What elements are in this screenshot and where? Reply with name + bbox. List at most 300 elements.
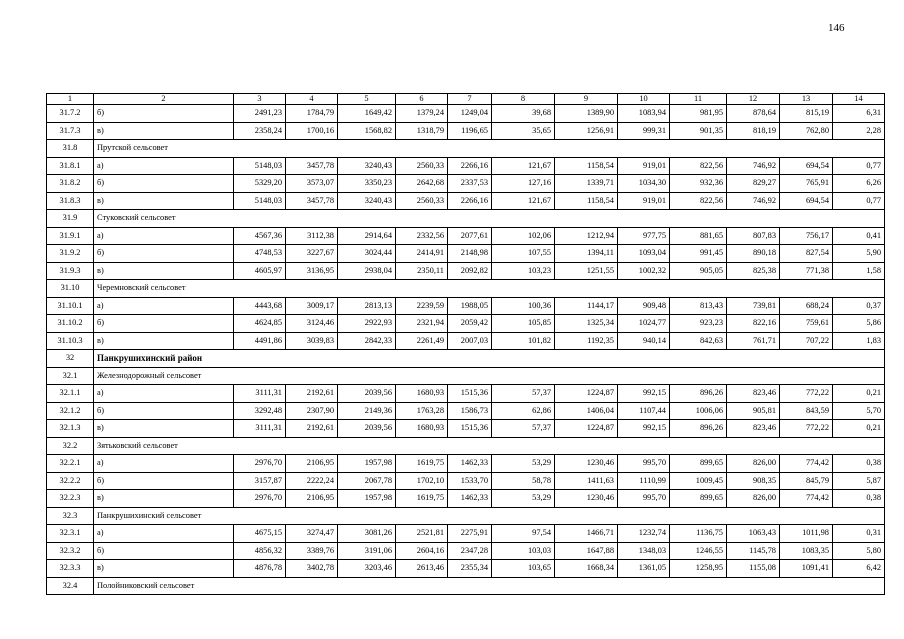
cell-value: 1145,78 <box>727 542 780 560</box>
row-code: 32.3.1 <box>47 525 94 543</box>
cell-value: 1246,55 <box>670 542 727 560</box>
cell-value: 2192,61 <box>286 420 338 438</box>
cell-value: 908,35 <box>727 472 780 490</box>
cell-value: 827,54 <box>780 245 833 263</box>
cell-value: 1988,05 <box>448 297 492 315</box>
cell-value: 1568,82 <box>338 122 396 140</box>
table-row <box>47 122 885 140</box>
cell-value: 1002,32 <box>618 262 670 280</box>
row-code: 32.2.1 <box>47 455 94 473</box>
cell-value: 1093,04 <box>618 245 670 263</box>
cell-value: 2106,95 <box>286 490 338 508</box>
table-row <box>47 157 885 175</box>
cell-value: 999,31 <box>618 122 670 140</box>
cell-value: 2059,42 <box>448 315 492 333</box>
row-code: 31.9 <box>47 210 94 228</box>
row-label: а) <box>94 297 234 315</box>
section-row <box>47 210 885 228</box>
section-row <box>47 140 885 158</box>
cell-value: 5,90 <box>833 245 885 263</box>
cell-value: 2149,36 <box>338 402 396 420</box>
cell-value: 1619,75 <box>396 455 448 473</box>
cell-value: 3227,67 <box>286 245 338 263</box>
cell-value: 899,65 <box>670 455 727 473</box>
cell-value: 3081,26 <box>338 525 396 543</box>
cell-value: 774,42 <box>780 455 833 473</box>
cell-value: 890,18 <box>727 245 780 263</box>
cell-value: 0,21 <box>833 420 885 438</box>
cell-value: 1083,35 <box>780 542 833 560</box>
cell-value: 2922,93 <box>338 315 396 333</box>
cell-value: 39,68 <box>492 105 555 123</box>
page-number: 146 <box>828 22 845 34</box>
row-code: 31.9.1 <box>47 227 94 245</box>
row-code: 31.8 <box>47 140 94 158</box>
row-label: в) <box>94 560 234 578</box>
cell-value: 127,16 <box>492 175 555 193</box>
row-label: б) <box>94 402 234 420</box>
cell-value: 759,61 <box>780 315 833 333</box>
cell-value: 826,00 <box>727 490 780 508</box>
cell-value: 1318,79 <box>396 122 448 140</box>
cell-value: 762,80 <box>780 122 833 140</box>
row-code: 32.2.3 <box>47 490 94 508</box>
cell-value: 694,54 <box>780 192 833 210</box>
section-title: Черемновский сельсовет <box>94 280 885 298</box>
cell-value: 0,21 <box>833 385 885 403</box>
row-code: 31.10 <box>47 280 94 298</box>
section-row <box>47 577 885 595</box>
row-label: а) <box>94 385 234 403</box>
cell-value: 0,37 <box>833 297 885 315</box>
cell-value: 4748,53 <box>234 245 286 263</box>
cell-value: 923,23 <box>670 315 727 333</box>
cell-value: 1,58 <box>833 262 885 280</box>
row-code: 31.10.1 <box>47 297 94 315</box>
row-code: 31.7.2 <box>47 105 94 123</box>
row-code: 31.8.3 <box>47 192 94 210</box>
cell-value: 2332,56 <box>396 227 448 245</box>
cell-value: 1957,98 <box>338 455 396 473</box>
cell-value: 2604,16 <box>396 542 448 560</box>
cell-value: 0,77 <box>833 192 885 210</box>
section-row <box>47 280 885 298</box>
table-row <box>47 175 885 193</box>
cell-value: 2347,28 <box>448 542 492 560</box>
cell-value: 5148,03 <box>234 157 286 175</box>
district-row <box>47 350 885 368</box>
row-label: в) <box>94 490 234 508</box>
cell-value: 896,26 <box>670 385 727 403</box>
column-header: 4 <box>286 94 338 105</box>
cell-value: 3240,43 <box>338 157 396 175</box>
cell-value: 881,65 <box>670 227 727 245</box>
cell-value: 1647,88 <box>555 542 618 560</box>
cell-value: 53,29 <box>492 455 555 473</box>
row-code: 31.10.2 <box>47 315 94 333</box>
column-header: 11 <box>670 94 727 105</box>
cell-value: 5329,20 <box>234 175 286 193</box>
row-code: 31.8.2 <box>47 175 94 193</box>
cell-value: 6,31 <box>833 105 885 123</box>
cell-value: 4675,15 <box>234 525 286 543</box>
cell-value: 901,35 <box>670 122 727 140</box>
cell-value: 103,23 <box>492 262 555 280</box>
cell-value: 1249,04 <box>448 105 492 123</box>
cell-value: 761,71 <box>727 332 780 350</box>
cell-value: 103,03 <box>492 542 555 560</box>
cell-value: 3112,38 <box>286 227 338 245</box>
cell-value: 1957,98 <box>338 490 396 508</box>
row-label: в) <box>94 122 234 140</box>
cell-value: 992,15 <box>618 420 670 438</box>
cell-value: 1256,91 <box>555 122 618 140</box>
district-title: Панкрушихинский район <box>94 350 885 368</box>
row-label: б) <box>94 175 234 193</box>
cell-value: 2414,91 <box>396 245 448 263</box>
cell-value: 919,01 <box>618 192 670 210</box>
table-row <box>47 192 885 210</box>
row-label: в) <box>94 332 234 350</box>
cell-value: 2261,49 <box>396 332 448 350</box>
cell-value: 57,37 <box>492 385 555 403</box>
cell-value: 932,36 <box>670 175 727 193</box>
table-row <box>47 245 885 263</box>
cell-value: 3009,17 <box>286 297 338 315</box>
cell-value: 0,38 <box>833 490 885 508</box>
cell-value: 1533,70 <box>448 472 492 490</box>
cell-value: 1224,87 <box>555 420 618 438</box>
cell-value: 97,54 <box>492 525 555 543</box>
row-code: 31.8.1 <box>47 157 94 175</box>
cell-value: 2,28 <box>833 122 885 140</box>
row-code: 31.9.2 <box>47 245 94 263</box>
row-code: 32.2 <box>47 437 94 455</box>
header-row <box>47 94 885 105</box>
cell-value: 829,27 <box>727 175 780 193</box>
cell-value: 2266,16 <box>448 157 492 175</box>
cell-value: 2914,64 <box>338 227 396 245</box>
cell-value: 2007,03 <box>448 332 492 350</box>
cell-value: 1361,05 <box>618 560 670 578</box>
cell-value: 5,87 <box>833 472 885 490</box>
cell-value: 6,26 <box>833 175 885 193</box>
cell-value: 807,83 <box>727 227 780 245</box>
cell-value: 3111,31 <box>234 385 286 403</box>
cell-value: 995,70 <box>618 455 670 473</box>
cell-value: 53,29 <box>492 490 555 508</box>
row-label: б) <box>94 315 234 333</box>
cell-value: 4624,85 <box>234 315 286 333</box>
row-label: б) <box>94 542 234 560</box>
cell-value: 746,92 <box>727 157 780 175</box>
table-row <box>47 105 885 123</box>
table-row <box>47 455 885 473</box>
cell-value: 765,91 <box>780 175 833 193</box>
cell-value: 772,22 <box>780 385 833 403</box>
cell-value: 3024,44 <box>338 245 396 263</box>
cell-value: 2355,34 <box>448 560 492 578</box>
cell-value: 940,14 <box>618 332 670 350</box>
table-row <box>47 542 885 560</box>
cell-value: 823,46 <box>727 385 780 403</box>
cell-value: 1394,11 <box>555 245 618 263</box>
table-row <box>47 560 885 578</box>
cell-value: 121,67 <box>492 192 555 210</box>
cell-value: 822,16 <box>727 315 780 333</box>
cell-value: 1586,73 <box>448 402 492 420</box>
row-label: б) <box>94 472 234 490</box>
cell-value: 3124,46 <box>286 315 338 333</box>
row-label: б) <box>94 245 234 263</box>
cell-value: 3039,83 <box>286 332 338 350</box>
row-code: 32.1 <box>47 367 94 385</box>
cell-value: 991,45 <box>670 245 727 263</box>
row-code: 32 <box>47 350 94 368</box>
row-label: а) <box>94 157 234 175</box>
row-code: 32.1.1 <box>47 385 94 403</box>
column-header: 9 <box>555 94 618 105</box>
cell-value: 5,80 <box>833 542 885 560</box>
cell-value: 1230,46 <box>555 490 618 508</box>
cell-value: 4567,36 <box>234 227 286 245</box>
cell-value: 843,59 <box>780 402 833 420</box>
row-label: а) <box>94 227 234 245</box>
data-table <box>46 93 885 595</box>
cell-value: 58,78 <box>492 472 555 490</box>
section-title: Полойниковский сельсовет <box>94 577 885 595</box>
cell-value: 3136,95 <box>286 262 338 280</box>
cell-value: 1144,17 <box>555 297 618 315</box>
cell-value: 1784,79 <box>286 105 338 123</box>
cell-value: 0,41 <box>833 227 885 245</box>
cell-value: 825,38 <box>727 262 780 280</box>
cell-value: 6,42 <box>833 560 885 578</box>
cell-value: 2266,16 <box>448 192 492 210</box>
row-code: 32.3 <box>47 507 94 525</box>
cell-value: 2337,53 <box>448 175 492 193</box>
section-title: Зятьковский сельсовет <box>94 437 885 455</box>
cell-value: 1763,28 <box>396 402 448 420</box>
section-title: Прутской сельсовет <box>94 140 885 158</box>
cell-value: 1325,34 <box>555 315 618 333</box>
cell-value: 813,43 <box>670 297 727 315</box>
cell-value: 121,67 <box>492 157 555 175</box>
cell-value: 1083,94 <box>618 105 670 123</box>
cell-value: 3203,46 <box>338 560 396 578</box>
cell-value: 772,22 <box>780 420 833 438</box>
row-code: 31.7.3 <box>47 122 94 140</box>
cell-value: 2560,33 <box>396 192 448 210</box>
cell-value: 1006,06 <box>670 402 727 420</box>
cell-value: 774,42 <box>780 490 833 508</box>
cell-value: 2976,70 <box>234 490 286 508</box>
cell-value: 1680,93 <box>396 420 448 438</box>
cell-value: 1230,46 <box>555 455 618 473</box>
row-label: в) <box>94 420 234 438</box>
row-label: а) <box>94 455 234 473</box>
cell-value: 103,65 <box>492 560 555 578</box>
cell-value: 1700,16 <box>286 122 338 140</box>
cell-value: 1462,33 <box>448 490 492 508</box>
cell-value: 1348,03 <box>618 542 670 560</box>
cell-value: 57,37 <box>492 420 555 438</box>
cell-value: 0,31 <box>833 525 885 543</box>
cell-value: 35,65 <box>492 122 555 140</box>
column-header: 7 <box>448 94 492 105</box>
row-label: б) <box>94 105 234 123</box>
column-header: 10 <box>618 94 670 105</box>
cell-value: 1251,55 <box>555 262 618 280</box>
cell-value: 105,85 <box>492 315 555 333</box>
column-header: 6 <box>396 94 448 105</box>
cell-value: 0,77 <box>833 157 885 175</box>
cell-value: 5148,03 <box>234 192 286 210</box>
cell-value: 2521,81 <box>396 525 448 543</box>
section-title: Железнодорожный сельсовет <box>94 367 885 385</box>
section-title: Стуковский сельсовет <box>94 210 885 228</box>
cell-value: 2222,24 <box>286 472 338 490</box>
section-row <box>47 367 885 385</box>
cell-value: 1009,45 <box>670 472 727 490</box>
cell-value: 1406,04 <box>555 402 618 420</box>
cell-value: 756,17 <box>780 227 833 245</box>
cell-value: 815,19 <box>780 105 833 123</box>
cell-value: 2842,33 <box>338 332 396 350</box>
cell-value: 1411,63 <box>555 472 618 490</box>
cell-value: 771,38 <box>780 262 833 280</box>
cell-value: 1158,54 <box>555 157 618 175</box>
cell-value: 896,26 <box>670 420 727 438</box>
cell-value: 2813,13 <box>338 297 396 315</box>
cell-value: 826,00 <box>727 455 780 473</box>
cell-value: 2358,24 <box>234 122 286 140</box>
cell-value: 842,63 <box>670 332 727 350</box>
cell-value: 919,01 <box>618 157 670 175</box>
table-row <box>47 525 885 543</box>
cell-value: 1034,30 <box>618 175 670 193</box>
cell-value: 905,81 <box>727 402 780 420</box>
row-label: в) <box>94 262 234 280</box>
cell-value: 909,48 <box>618 297 670 315</box>
cell-value: 1,83 <box>833 332 885 350</box>
row-code: 31.10.3 <box>47 332 94 350</box>
cell-value: 1515,36 <box>448 420 492 438</box>
cell-value: 102,06 <box>492 227 555 245</box>
cell-value: 2039,56 <box>338 385 396 403</box>
column-header: 14 <box>833 94 885 105</box>
cell-value: 1389,90 <box>555 105 618 123</box>
cell-value: 1110,99 <box>618 472 670 490</box>
table-row <box>47 262 885 280</box>
table-row <box>47 420 885 438</box>
cell-value: 0,38 <box>833 455 885 473</box>
cell-value: 4876,78 <box>234 560 286 578</box>
table-row <box>47 472 885 490</box>
cell-value: 2077,61 <box>448 227 492 245</box>
row-code: 31.9.3 <box>47 262 94 280</box>
cell-value: 688,24 <box>780 297 833 315</box>
cell-value: 2275,91 <box>448 525 492 543</box>
cell-value: 2148,98 <box>448 245 492 263</box>
cell-value: 818,19 <box>727 122 780 140</box>
cell-value: 2239,59 <box>396 297 448 315</box>
table-row <box>47 385 885 403</box>
column-header: 5 <box>338 94 396 105</box>
cell-value: 2491,23 <box>234 105 286 123</box>
cell-value: 1136,75 <box>670 525 727 543</box>
cell-value: 2092,82 <box>448 262 492 280</box>
section-row <box>47 507 885 525</box>
cell-value: 1212,94 <box>555 227 618 245</box>
cell-value: 981,95 <box>670 105 727 123</box>
cell-value: 1224,87 <box>555 385 618 403</box>
cell-value: 3402,78 <box>286 560 338 578</box>
row-label: в) <box>94 192 234 210</box>
cell-value: 3292,48 <box>234 402 286 420</box>
cell-value: 4491,86 <box>234 332 286 350</box>
cell-value: 1649,42 <box>338 105 396 123</box>
cell-value: 2976,70 <box>234 455 286 473</box>
cell-value: 2321,94 <box>396 315 448 333</box>
cell-value: 2039,56 <box>338 420 396 438</box>
cell-value: 62,86 <box>492 402 555 420</box>
cell-value: 5,70 <box>833 402 885 420</box>
cell-value: 1379,24 <box>396 105 448 123</box>
table-row <box>47 227 885 245</box>
cell-value: 3191,06 <box>338 542 396 560</box>
section-title: Панкрушихинский сельсовет <box>94 507 885 525</box>
cell-value: 100,36 <box>492 297 555 315</box>
cell-value: 1024,77 <box>618 315 670 333</box>
table-row <box>47 332 885 350</box>
cell-value: 1258,95 <box>670 560 727 578</box>
column-header: 12 <box>727 94 780 105</box>
cell-value: 1680,93 <box>396 385 448 403</box>
cell-value: 746,92 <box>727 192 780 210</box>
column-header: 13 <box>780 94 833 105</box>
cell-value: 4856,32 <box>234 542 286 560</box>
column-header: 2 <box>94 94 234 105</box>
section-row <box>47 437 885 455</box>
cell-value: 1196,65 <box>448 122 492 140</box>
cell-value: 992,15 <box>618 385 670 403</box>
cell-value: 822,56 <box>670 157 727 175</box>
cell-value: 2307,90 <box>286 402 338 420</box>
cell-value: 1702,10 <box>396 472 448 490</box>
table-row <box>47 490 885 508</box>
cell-value: 101,82 <box>492 332 555 350</box>
cell-value: 977,75 <box>618 227 670 245</box>
row-code: 32.3.2 <box>47 542 94 560</box>
column-header: 8 <box>492 94 555 105</box>
cell-value: 1107,44 <box>618 402 670 420</box>
cell-value: 3389,76 <box>286 542 338 560</box>
cell-value: 1515,36 <box>448 385 492 403</box>
cell-value: 1232,74 <box>618 525 670 543</box>
cell-value: 1155,08 <box>727 560 780 578</box>
row-code: 32.4 <box>47 577 94 595</box>
cell-value: 3157,87 <box>234 472 286 490</box>
cell-value: 4443,68 <box>234 297 286 315</box>
cell-value: 3573,07 <box>286 175 338 193</box>
cell-value: 995,70 <box>618 490 670 508</box>
cell-value: 878,64 <box>727 105 780 123</box>
cell-value: 3350,23 <box>338 175 396 193</box>
cell-value: 1619,75 <box>396 490 448 508</box>
cell-value: 3274,47 <box>286 525 338 543</box>
cell-value: 3111,31 <box>234 420 286 438</box>
